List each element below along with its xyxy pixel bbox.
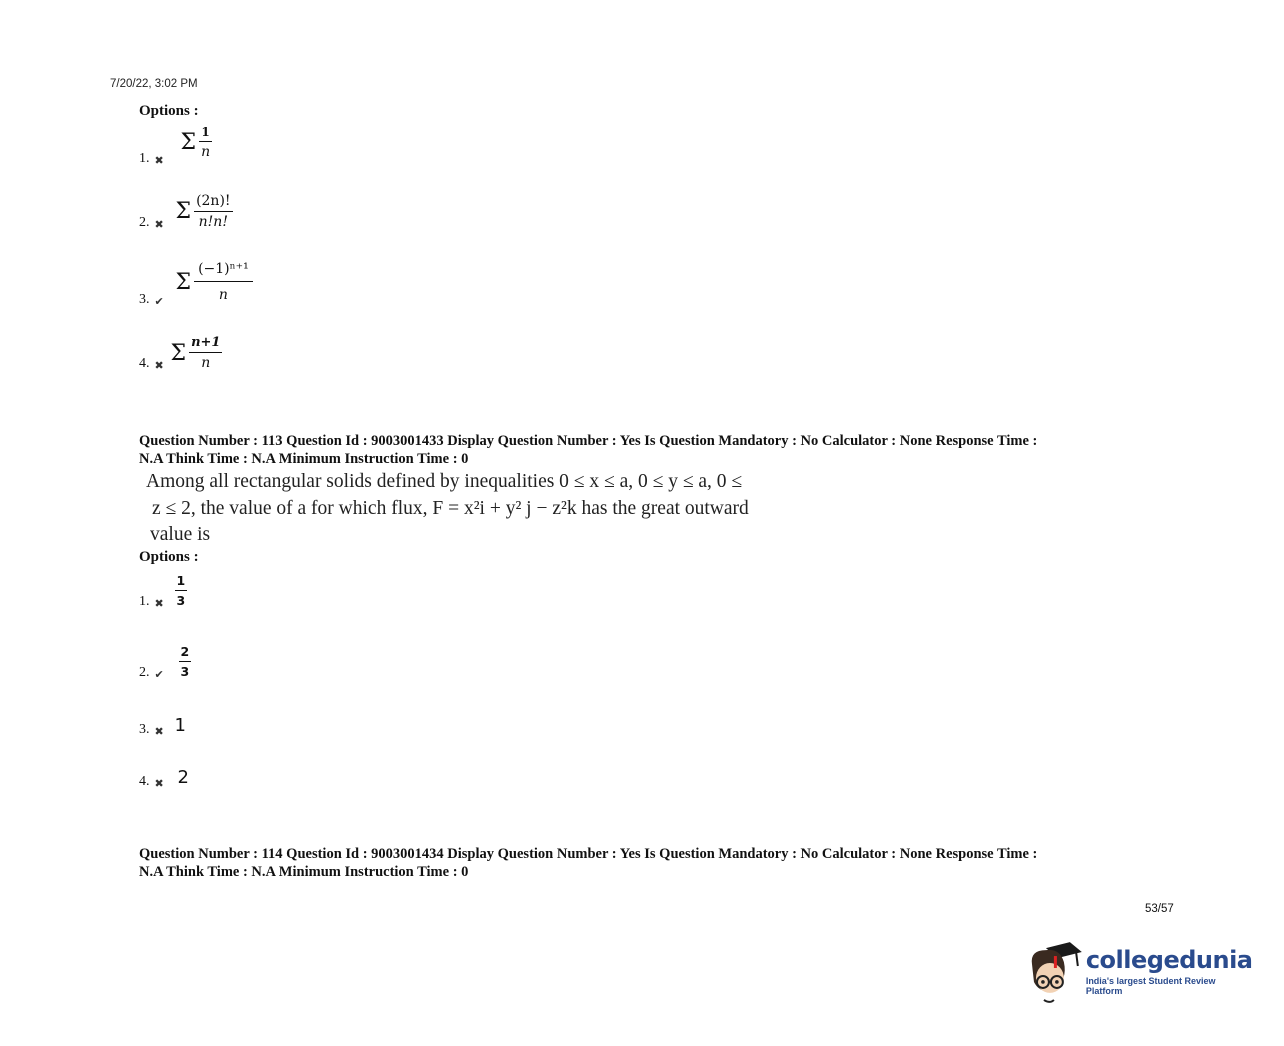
option-number: 4. — [139, 774, 150, 789]
question-114-meta: Question Number : 114 Question Id : 9003001434 Display Question Number : Yes Is Question Mandatory : No Calculator : None Response Time : N.A Think Time : N.A Minimum Instruction Time : 0 — [139, 846, 1038, 880]
option-formula: Σ $\frac{(2n)!}{n!n!}$ — [175, 193, 231, 231]
option-formula: Σ $\frac{1}{n}$ — [180, 125, 211, 161]
option-1 — [139, 126, 212, 167]
cross-icon: ✖ — [154, 358, 164, 372]
collegedunia-logo — [1024, 938, 1254, 1004]
mascot-icon — [1024, 938, 1084, 1004]
option-number: 3. — [139, 722, 150, 737]
options-label: Options : — [139, 103, 199, 119]
question-113-text: Among all rectangular solids defined by inequalities 0 ≤ x ≤ a, 0 ≤ y ≤ a, 0 ≤ z ≤ 2, the value of a for which flux, F = x²i + y² j − z²k has the great outward value is — [146, 471, 749, 545]
cross-icon: ✖ — [154, 153, 164, 167]
logo-tagline: India's largest Student Review Platform — [1085, 976, 1216, 996]
check-icon: ✔ — [154, 294, 164, 308]
option-number: 1. — [139, 150, 150, 166]
cross-icon: ✖ — [154, 777, 164, 790]
option-number: 2. — [139, 664, 150, 680]
option-3 — [139, 262, 253, 308]
option-number: 2. — [139, 214, 150, 230]
option-fraction: $\frac{2}{3}$ — [180, 644, 190, 679]
option-number: 3. — [139, 291, 150, 307]
option-2 — [139, 645, 191, 681]
option-3 — [139, 715, 186, 738]
option-value: 1 — [174, 715, 186, 736]
option-formula: Σ $\frac{\text{(−1)ⁿ⁺¹}}{n}$ — [176, 262, 253, 304]
question-113-meta: Question Number : 113 Question Id : 9003001433 Display Question Number : Yes Is Question Mandatory : No Calculator : None Response Time : N.A Think Time : N.A Minimum Instruction Time : 0 — [139, 433, 1038, 467]
option-number: 4. — [139, 355, 150, 371]
logo-name: collegedunia — [1085, 946, 1253, 974]
option-formula: Σ $\frac{n+1}{n}$ — [170, 335, 221, 372]
check-icon: ✔ — [154, 667, 164, 681]
option-4 — [139, 767, 189, 790]
option-4 — [139, 336, 222, 372]
option-fraction: $\frac{1}{3}$ — [176, 573, 186, 608]
cross-icon: ✖ — [154, 217, 164, 231]
cross-icon: ✖ — [154, 725, 164, 738]
page-number: 53/57 — [1145, 903, 1174, 915]
option-number: 1. — [139, 593, 150, 609]
cross-icon: ✖ — [154, 596, 164, 610]
options-label: Options : — [139, 549, 199, 565]
option-2 — [139, 194, 233, 231]
option-value: 2 — [177, 767, 189, 788]
print-timestamp: 7/20/22, 3:02 PM — [110, 78, 198, 90]
option-1 — [139, 574, 187, 610]
